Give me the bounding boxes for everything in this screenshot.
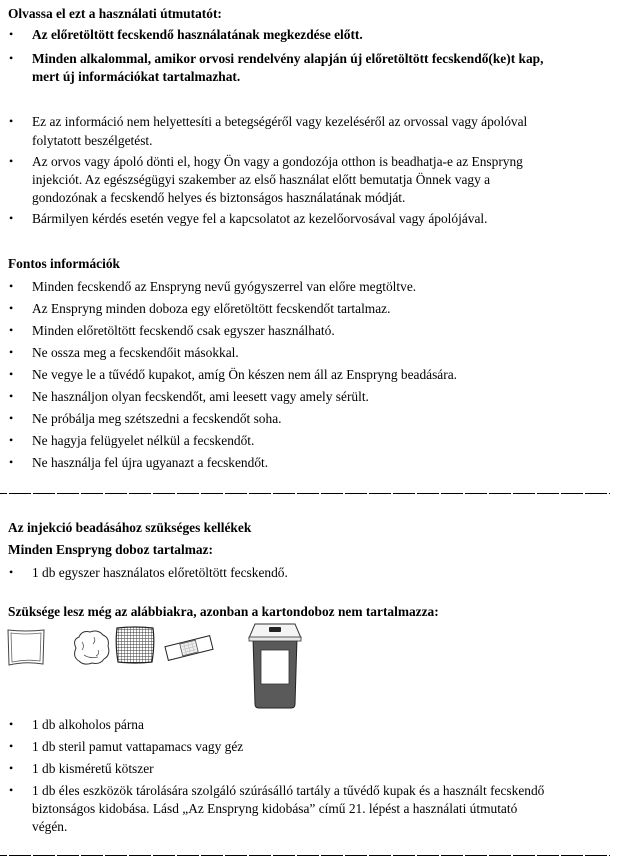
- alcohol-pad-icon: [6, 628, 46, 668]
- list-item-text: Ne használja fel újra ugyanazt a fecskendőt.: [32, 455, 269, 470]
- list-item-text: 1 db egyszer használatos előretöltött fecskendő.: [32, 565, 288, 580]
- gauze-icon: [115, 626, 155, 664]
- list-item: [0, 760, 622, 778]
- list-item-text: gondozónak a fecskendő helyes és biztonságos használatának módját.: [32, 190, 406, 205]
- list-item: [0, 432, 622, 450]
- list-item-text: Ne használjon olyan fecskendőt, ami leesett vagy amely sérült.: [32, 389, 369, 404]
- list-item: [0, 344, 622, 362]
- list-item-text: végén.: [32, 819, 68, 834]
- list-item: [0, 322, 622, 340]
- intro-heading: Olvassa el ezt a használati útmutatót:: [8, 6, 222, 21]
- list-item: [0, 210, 622, 228]
- cotton-ball-icon: [70, 628, 112, 668]
- bullet-icon: •: [9, 114, 14, 128]
- list-item-text: Minden előretöltött fecskendő csak egyszer használható.: [32, 323, 335, 338]
- list-item-text: Az előretöltött fecskendő használatának megkezdése előtt.: [32, 27, 363, 42]
- bullet-icon: •: [9, 717, 14, 731]
- list-item-text: folytatott beszélgetést.: [32, 133, 153, 148]
- bullet-icon: •: [9, 301, 14, 315]
- list-item-text: Ne hagyja felügyelet nélkül a fecskendőt.: [32, 433, 255, 448]
- bullet-icon: •: [9, 565, 14, 579]
- list-item: [0, 454, 622, 472]
- list-item-text: 1 db éles eszközök tárolására szolgáló szúrásálló tartály a tűvédő kupak és a használt fecskendő: [32, 783, 545, 798]
- extra-supplies-heading: Szüksége lesz még az alábbiakra, azonban a kartondoboz nem tartalmazza:: [8, 604, 439, 619]
- bullet-icon: •: [9, 367, 14, 381]
- list-item-text: Ne vegye le a tűvédő kupakot, amíg Ön készen nem áll az Enspryng beadására.: [32, 367, 457, 382]
- list-item-text: Bármilyen kérdés esetén vegye fel a kapcsolatot az kezelőorvosával vagy ápolójával.: [32, 211, 488, 226]
- list-item-text: biztonságos kidobása. Lásd „Az Enspryng kidobása” című 21. lépést a használati útmutató: [32, 801, 518, 816]
- list-item: [0, 300, 622, 318]
- supplies-heading: Az injekció beadásához szükséges kellékek: [8, 520, 252, 535]
- box-contents-heading: Minden Enspryng doboz tartalmaz:: [8, 542, 213, 557]
- bullet-icon: •: [9, 211, 14, 225]
- list-item-text: 1 db kisméretű kötszer: [32, 761, 154, 776]
- bullet-icon: •: [9, 51, 14, 65]
- list-item: [0, 782, 622, 838]
- bandage-icon: [164, 634, 214, 662]
- list-item: [0, 113, 622, 149]
- list-item: [0, 564, 622, 582]
- list-item-text: Az Enspryng minden doboza egy előretöltött fecskendőt tartalmaz.: [32, 301, 391, 316]
- bullet-icon: •: [9, 761, 14, 775]
- bullet-icon: •: [9, 783, 14, 797]
- list-item-text: 1 db alkoholos párna: [32, 717, 144, 732]
- list-item-text: Ez az információ nem helyettesíti a betegségéről vagy kezeléséről az orvossal vagy ápolóval: [32, 114, 528, 129]
- important-heading: Fontos információk: [8, 256, 120, 271]
- list-item: [0, 50, 622, 86]
- list-item-text: 1 db steril pamut vattapamacs vagy géz: [32, 739, 244, 754]
- divider-pattern: [0, 492, 610, 494]
- bullet-icon: •: [9, 154, 14, 168]
- list-item: [0, 26, 622, 46]
- list-item-text: Minden alkalommal, amikor orvosi rendelvény alapján új előretöltött fecskendő(ke)t kap,: [32, 51, 544, 66]
- list-item-text: Az orvos vagy ápoló dönti el, hogy Ön vagy a gondozója otthon is beadhatja-e az Enspryng: [32, 154, 523, 169]
- bullet-icon: •: [9, 411, 14, 425]
- list-item-text: mert új információkat tartalmazhat.: [32, 69, 241, 84]
- list-item-text: Ne próbálja meg szétszedni a fecskendőt soha.: [32, 411, 282, 426]
- list-item: [0, 410, 622, 428]
- list-item: [0, 738, 622, 756]
- sharps-container-icon: [245, 622, 305, 710]
- list-item: [0, 366, 622, 384]
- bullet-icon: •: [9, 739, 14, 753]
- list-item: [0, 153, 622, 209]
- list-item-text: Ne ossza meg a fecskendőit másokkal.: [32, 345, 239, 360]
- bullet-icon: •: [9, 27, 14, 41]
- list-item: [0, 716, 622, 734]
- bullet-icon: •: [9, 345, 14, 359]
- list-item: [0, 388, 622, 406]
- bullet-icon: •: [9, 279, 14, 293]
- bullet-icon: •: [9, 323, 14, 337]
- bullet-icon: •: [9, 455, 14, 469]
- divider-pattern: [0, 854, 610, 856]
- list-item: [0, 278, 622, 296]
- bullet-icon: •: [9, 433, 14, 447]
- list-item-text: Minden fecskendő az Enspryng nevű gyógyszerrel van előre megtöltve.: [32, 279, 417, 294]
- list-item-text: injekciót. Az egészségügyi szakember az első használat előtt bemutatja Önnek vagy a: [32, 172, 491, 187]
- bullet-icon: •: [9, 389, 14, 403]
